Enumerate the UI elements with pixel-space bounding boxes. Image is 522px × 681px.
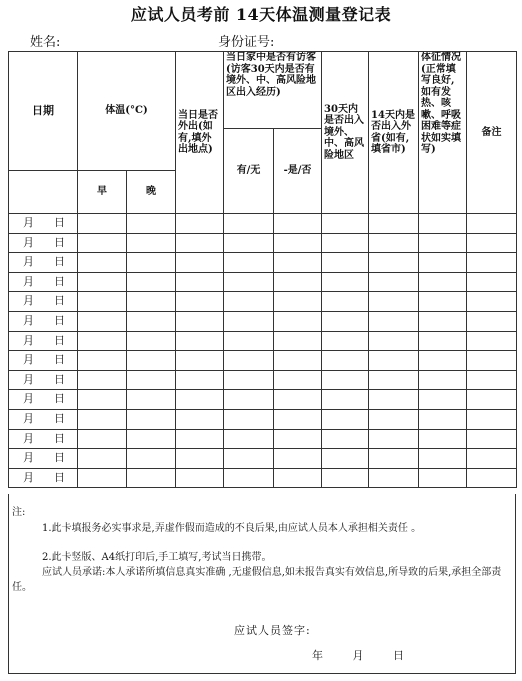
visitors-is-not-cell[interactable] [274,351,322,371]
date-day-label: 日 [54,235,65,249]
risk-area-cell[interactable] [322,272,369,292]
went-out-cell[interactable] [176,253,224,273]
date-cell[interactable] [9,233,78,253]
date-cell[interactable] [9,429,78,449]
visitors-is-not-cell[interactable] [274,449,322,469]
date-cell[interactable] [9,253,78,273]
out-province-cell[interactable] [369,233,419,253]
date-day-label: 日 [54,431,65,445]
risk-area-cell[interactable] [322,311,369,331]
date-month-label: 月 [23,255,34,269]
evening-temp-cell[interactable] [127,292,176,312]
morning-temp-cell[interactable] [78,351,127,371]
morning-temp-cell[interactable] [78,429,127,449]
evening-temp-cell[interactable] [127,311,176,331]
symptoms-cell[interactable] [419,292,467,312]
date-month-label: 月 [23,235,34,249]
visitors-yes-no-cell[interactable] [224,292,274,312]
risk-area-cell[interactable] [322,233,369,253]
date-cell[interactable] [9,292,78,312]
name-label: 姓名: [30,35,61,50]
symptoms-cell[interactable] [419,390,467,410]
signature-year: 年 [312,649,323,662]
symptoms-cell[interactable] [419,253,467,273]
went-out-cell[interactable] [176,331,224,351]
evening-temp-cell[interactable] [127,253,176,273]
risk-area-cell[interactable] [322,253,369,273]
visitors-is-not-cell[interactable] [274,233,322,253]
date-cell[interactable] [9,214,78,234]
out-province-cell[interactable] [369,468,419,488]
went-out-cell[interactable] [176,272,224,292]
out-province-cell[interactable] [369,449,419,469]
visitors-yes-no-cell[interactable] [224,272,274,292]
morning-temp-cell[interactable] [78,370,127,390]
remarks-cell[interactable] [467,311,517,331]
remarks-cell[interactable] [467,214,517,234]
morning-temp-cell[interactable] [78,292,127,312]
header-risk-area-30-days: 30天内是否出入境外、中、高风险地区 [322,52,369,214]
note-item-2: 2.此卡竖版、A4纸打印后,手工填写,考试当日携带。 [42,552,272,563]
table-row [9,331,517,351]
went-out-cell[interactable] [176,292,224,312]
table-row [9,449,517,469]
went-out-cell[interactable] [176,409,224,429]
symptoms-cell[interactable] [419,214,467,234]
remarks-cell[interactable] [467,429,517,449]
date-month-label: 月 [23,411,34,425]
form-title: 应试人员考前 14天体温测量登记表 [130,5,392,24]
date-cell[interactable] [9,311,78,331]
header-symptoms: 体征情况(正常填写良好,如有发热、咳嗽、呼吸困难等症状如实填写) [419,52,467,214]
out-province-cell[interactable] [369,311,419,331]
header-date: 日期 [9,52,78,171]
went-out-cell[interactable] [176,351,224,371]
date-cell[interactable] [9,390,78,410]
evening-temp-cell[interactable] [127,351,176,371]
visitors-is-not-cell[interactable] [274,429,322,449]
note-item-1: 1.此卡填报务必实事求是,弄虚作假而造成的不良后果,由应试人员本人承担相关责任 。 [42,523,422,534]
header-visitors-yes-no: 有/无 [224,129,274,214]
risk-area-cell[interactable] [322,468,369,488]
visitors-is-not-cell[interactable] [274,468,322,488]
date-day-label: 日 [54,313,65,327]
morning-temp-cell[interactable] [78,468,127,488]
went-out-cell[interactable] [176,468,224,488]
visitors-is-not-cell[interactable] [274,292,322,312]
remarks-cell[interactable] [467,351,517,371]
out-province-cell[interactable] [369,351,419,371]
table-row [9,214,517,234]
morning-temp-cell[interactable] [78,272,127,292]
table-row [9,429,517,449]
table-row [9,468,517,488]
date-month-label: 月 [23,451,34,465]
out-province-cell[interactable] [369,370,419,390]
visitors-yes-no-cell[interactable] [224,253,274,273]
symptoms-cell[interactable] [419,449,467,469]
evening-temp-cell[interactable] [127,390,176,410]
visitors-yes-no-cell[interactable] [224,390,274,410]
note-commitment: 应试人员承诺:本人承诺所填信息真实准确 ,无虚假信息,如未报告真实有效信息,所导致的后果,承担全部责任。 [12,567,502,593]
date-month-label: 月 [23,333,34,347]
out-province-cell[interactable] [369,429,419,449]
evening-temp-cell[interactable] [127,331,176,351]
symptoms-cell[interactable] [419,468,467,488]
header-out-of-province-14-days: 14天内是否出入外省(如有,填省市) [369,52,419,214]
out-province-cell[interactable] [369,272,419,292]
visitors-yes-no-cell[interactable] [224,233,274,253]
date-day-label: 日 [54,333,65,347]
table-row [9,370,517,390]
date-month-label: 月 [23,274,34,288]
date-cell[interactable] [9,409,78,429]
date-month-label: 月 [23,353,34,367]
date-day-label: 日 [54,372,65,386]
visitors-is-not-cell[interactable] [274,370,322,390]
risk-area-cell[interactable] [322,214,369,234]
evening-temp-cell[interactable] [127,429,176,449]
visitors-is-not-cell[interactable] [274,311,322,331]
remarks-cell[interactable] [467,370,517,390]
risk-area-cell[interactable] [322,370,369,390]
visitors-yes-no-cell[interactable] [224,409,274,429]
visitors-yes-no-cell[interactable] [224,311,274,331]
out-province-cell[interactable] [369,390,419,410]
visitors-is-not-cell[interactable] [274,409,322,429]
went-out-cell[interactable] [176,214,224,234]
symptoms-cell[interactable] [419,370,467,390]
date-month-label: 月 [23,215,34,229]
date-day-label: 日 [54,255,65,269]
signature-date [312,648,430,663]
date-cell[interactable] [9,370,78,390]
date-day-label: 日 [54,274,65,288]
risk-area-cell[interactable] [322,351,369,371]
morning-temp-cell[interactable] [78,449,127,469]
went-out-cell[interactable] [176,370,224,390]
remarks-cell[interactable] [467,331,517,351]
date-month-label: 月 [23,392,34,406]
visitors-yes-no-cell[interactable] [224,468,274,488]
visitors-yes-no-cell[interactable] [224,370,274,390]
visitors-yes-no-cell[interactable] [224,331,274,351]
remarks-cell[interactable] [467,272,517,292]
out-province-cell[interactable] [369,409,419,429]
visitors-yes-no-cell[interactable] [224,429,274,449]
evening-temp-cell[interactable] [127,409,176,429]
date-cell[interactable] [9,272,78,292]
remarks-cell[interactable] [467,409,517,429]
morning-temp-cell[interactable] [78,214,127,234]
morning-temp-cell[interactable] [78,390,127,410]
header-temperature: 体温(°C) [78,52,176,171]
visitors-yes-no-cell[interactable] [224,351,274,371]
symptoms-cell[interactable] [419,429,467,449]
table-row [9,272,517,292]
date-day-label: 日 [54,353,65,367]
risk-area-cell[interactable] [322,429,369,449]
risk-area-cell[interactable] [322,390,369,410]
morning-temp-cell[interactable] [78,233,127,253]
risk-area-cell[interactable] [322,292,369,312]
visitors-is-not-cell[interactable] [274,253,322,273]
remarks-cell[interactable] [467,253,517,273]
morning-temp-cell[interactable] [78,253,127,273]
date-day-label: 日 [54,451,65,465]
date-day-label: 日 [54,294,65,308]
risk-area-cell[interactable] [322,409,369,429]
went-out-cell[interactable] [176,429,224,449]
id-number-label: 身份证号: [218,35,275,50]
went-out-cell[interactable] [176,390,224,410]
table-row [9,390,517,410]
date-month-label: 月 [23,431,34,445]
notes-section [8,494,516,674]
date-cell[interactable] [9,331,78,351]
visitors-yes-no-cell[interactable] [224,214,274,234]
table-row [9,311,517,331]
header-remarks: 备注 [467,52,517,214]
date-cell[interactable] [9,468,78,488]
evening-temp-cell[interactable] [127,272,176,292]
symptoms-cell[interactable] [419,351,467,371]
table-row [9,351,517,371]
evening-temp-cell[interactable] [127,214,176,234]
went-out-cell[interactable] [176,311,224,331]
out-province-cell[interactable] [369,292,419,312]
temperature-log-table [8,51,517,488]
symptoms-cell[interactable] [419,272,467,292]
evening-temp-cell[interactable] [127,370,176,390]
visitors-is-not-cell[interactable] [274,390,322,410]
morning-temp-cell[interactable] [78,331,127,351]
notes-label: 注: [12,507,26,518]
signature-label: 应试人员签字: [234,624,311,637]
morning-temp-cell[interactable] [78,409,127,429]
visitors-is-not-cell[interactable] [274,272,322,292]
header-went-out: 当日是否外出(如有,填外出地点) [176,52,224,214]
went-out-cell[interactable] [176,233,224,253]
symptoms-cell[interactable] [419,409,467,429]
table-row [9,233,517,253]
date-month-label: 月 [23,294,34,308]
date-month-label: 月 [23,313,34,327]
evening-temp-cell[interactable] [127,449,176,469]
risk-area-cell[interactable] [322,449,369,469]
evening-temp-cell[interactable] [127,468,176,488]
table-row [9,292,517,312]
date-cell[interactable] [9,449,78,469]
visitors-is-not-cell[interactable] [274,214,322,234]
date-day-label: 日 [54,470,65,484]
date-month-label: 月 [23,470,34,484]
header-date-spacer [9,171,78,214]
visitors-is-not-cell[interactable] [274,331,322,351]
out-province-cell[interactable] [369,331,419,351]
header-morning: 早 [78,171,127,214]
out-province-cell[interactable] [369,214,419,234]
date-day-label: 日 [54,411,65,425]
remarks-cell[interactable] [467,449,517,469]
symptoms-cell[interactable] [419,233,467,253]
visitors-yes-no-cell[interactable] [224,449,274,469]
date-day-label: 日 [54,392,65,406]
table-row [9,409,517,429]
log-rows [9,214,517,488]
signature-day: 日 [393,649,404,662]
remarks-cell[interactable] [467,233,517,253]
remarks-cell[interactable] [467,292,517,312]
out-province-cell[interactable] [369,253,419,273]
date-cell[interactable] [9,351,78,371]
date-month-label: 月 [23,372,34,386]
symptoms-cell[interactable] [419,311,467,331]
header-visitors-is-not: -是/否 [274,129,322,214]
symptoms-cell[interactable] [419,331,467,351]
morning-temp-cell[interactable] [78,311,127,331]
header-evening: 晚 [127,171,176,214]
risk-area-cell[interactable] [322,331,369,351]
table-row [9,253,517,273]
remarks-cell[interactable] [467,390,517,410]
evening-temp-cell[interactable] [127,233,176,253]
went-out-cell[interactable] [176,449,224,469]
remarks-cell[interactable] [467,468,517,488]
header-visitors: 当日家中是否有访客(访客30天内是否有境外、中、高风险地区出入经历) [224,52,322,129]
date-day-label: 日 [54,215,65,229]
signature-month: 月 [352,649,364,662]
